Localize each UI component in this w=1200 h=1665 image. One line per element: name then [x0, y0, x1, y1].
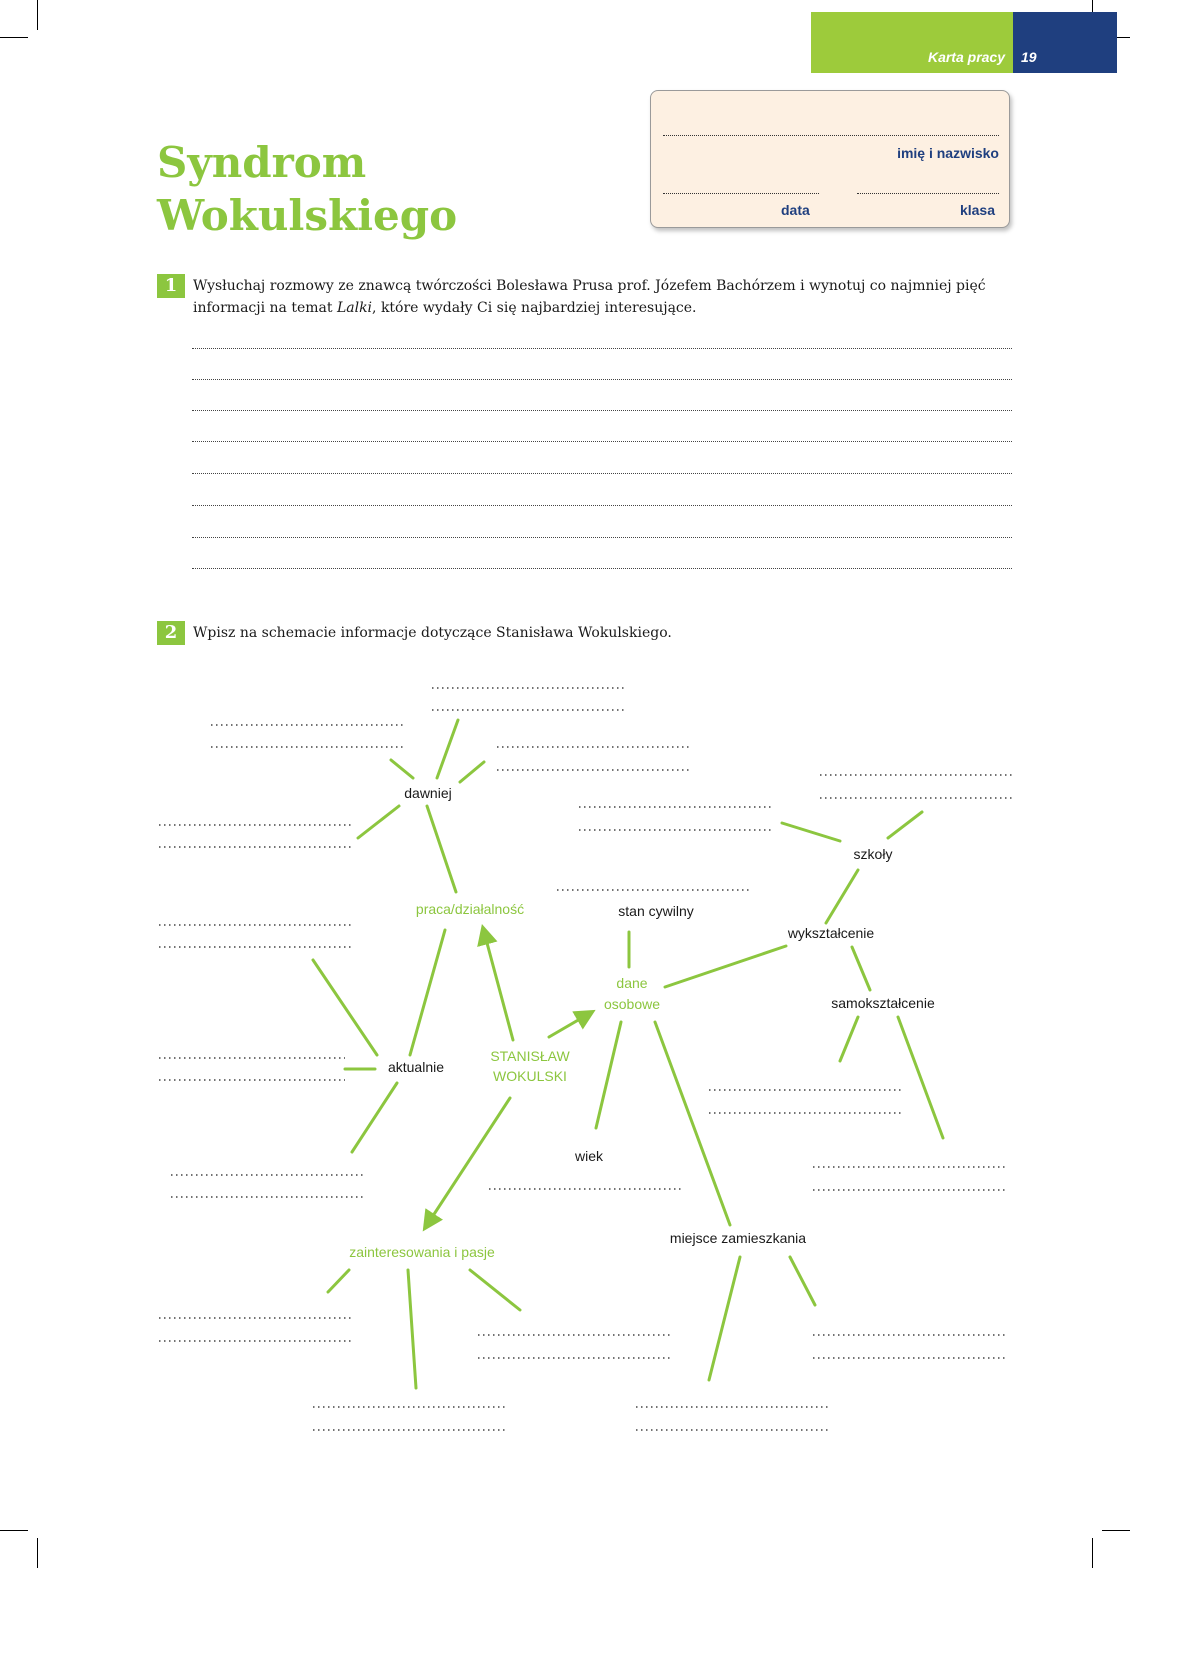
- answer-line[interactable]: [192, 473, 1012, 474]
- link-wyksztalcenie-samoksztalcenie: [852, 947, 870, 990]
- title-line-1: Syndrom: [157, 138, 367, 187]
- page-number-box: [1013, 12, 1117, 73]
- mind-map-answer-lines: [159, 688, 1013, 1430]
- link-wyksztalcenie-szkoly: [826, 870, 858, 923]
- crop-mark: [37, 1538, 38, 1568]
- link-center-praca: [483, 928, 513, 1040]
- link-dawniej-lowerleft: [358, 806, 399, 838]
- task-2-instruction: Wpisz na schemacie informacje dotyczące Stanisława Wokulskiego.: [193, 625, 672, 641]
- answer-line[interactable]: [192, 568, 1012, 569]
- center-node-line-2: WOKULSKI: [493, 1068, 567, 1084]
- date-fill-line[interactable]: [663, 193, 819, 194]
- page-title: [157, 136, 457, 242]
- link-aktualnie-upperleft: [313, 960, 377, 1055]
- link-szkoly-right: [888, 812, 922, 838]
- link-aktualnie-lowerleft: [352, 1083, 397, 1152]
- node-dane-line-1: dane: [616, 975, 648, 991]
- node-wiek: wiek: [574, 1148, 604, 1164]
- task-1-text-after: , które wydały Ci się najbardziej interesujące.: [372, 300, 697, 316]
- link-zainteresowania-right: [470, 1270, 520, 1310]
- link-miejsce-down: [709, 1257, 740, 1380]
- answer-line[interactable]: [192, 441, 1012, 442]
- node-szkoly: szkoły: [853, 846, 893, 862]
- link-samoksztalcenie-left: [840, 1017, 858, 1061]
- crop-mark: [1092, 1538, 1093, 1568]
- task-1-instruction: [193, 275, 993, 319]
- link-dane-miejsce: [655, 1022, 730, 1225]
- link-praca-dawniej: [427, 806, 456, 892]
- node-dawniej: dawniej: [404, 785, 452, 801]
- date-label: data: [781, 202, 810, 218]
- answer-line[interactable]: [192, 537, 1012, 538]
- node-aktualnie: aktualnie: [387, 1059, 445, 1075]
- crop-mark: [1102, 1530, 1130, 1531]
- node-wyksztalcenie: wykształcenie: [787, 925, 875, 941]
- answer-line[interactable]: [192, 505, 1012, 506]
- class-label: klasa: [959, 202, 995, 218]
- node-dane-line-2: osobowe: [603, 996, 661, 1012]
- answer-line[interactable]: [192, 348, 1012, 349]
- task-2-number: 2: [157, 621, 185, 645]
- link-center-zainteresowania: [425, 1098, 510, 1228]
- title-line-2: Wokulskiego: [157, 191, 458, 240]
- node-praca: praca/działalność: [415, 901, 525, 917]
- task-1-book-title: Lalki: [336, 300, 373, 316]
- name-fill-line[interactable]: [663, 135, 999, 136]
- link-zainteresowania-down: [408, 1270, 416, 1388]
- task-1-number: 1: [157, 274, 185, 298]
- crop-mark: [0, 37, 28, 38]
- link-dawniej-up: [437, 720, 458, 778]
- link-zainteresowania-left: [328, 1270, 349, 1292]
- connector-lines: [313, 720, 943, 1388]
- link-samoksztalcenie-right: [898, 1017, 943, 1138]
- task-1-text-before: Wysłuchaj rozmowy ze znawcą twórczości Bolesława Prusa prof. Józefem Bachórzem i wynotuj co najmniej pięć informacji na temat: [193, 278, 986, 316]
- link-center-dane: [549, 1012, 592, 1037]
- node-samoksztalcenie: samokształcenie: [831, 995, 935, 1011]
- crop-mark: [37, 0, 38, 30]
- link-praca-aktualnie: [410, 930, 445, 1055]
- link-dawniej-right: [460, 762, 484, 782]
- page-number: 19: [1021, 49, 1037, 65]
- node-zainteresowania: zainteresowania i pasje: [349, 1244, 495, 1260]
- link-dane-wyksztalcenie: [665, 946, 786, 987]
- student-info-box: [650, 90, 1010, 228]
- center-node-line-1: STANISŁAW: [490, 1048, 570, 1064]
- header-bar: [811, 12, 1013, 73]
- header-label: Karta pracy: [927, 49, 1005, 65]
- crop-mark: [0, 1530, 28, 1531]
- link-szkoly-left: [782, 823, 840, 841]
- node-miejsce-zamieszkania: miejsce zamieszkania: [669, 1230, 807, 1246]
- answer-line[interactable]: [192, 410, 1012, 411]
- link-dane-wiek: [596, 1022, 621, 1128]
- mind-map: [0, 660, 1130, 1460]
- link-miejsce-right: [790, 1257, 815, 1305]
- class-fill-line[interactable]: [857, 193, 999, 194]
- node-stan-cywilny: stan cywilny: [618, 903, 694, 919]
- link-dawniej-left: [391, 760, 413, 778]
- answer-line[interactable]: [192, 379, 1012, 380]
- name-label: imię i nazwisko: [897, 145, 999, 161]
